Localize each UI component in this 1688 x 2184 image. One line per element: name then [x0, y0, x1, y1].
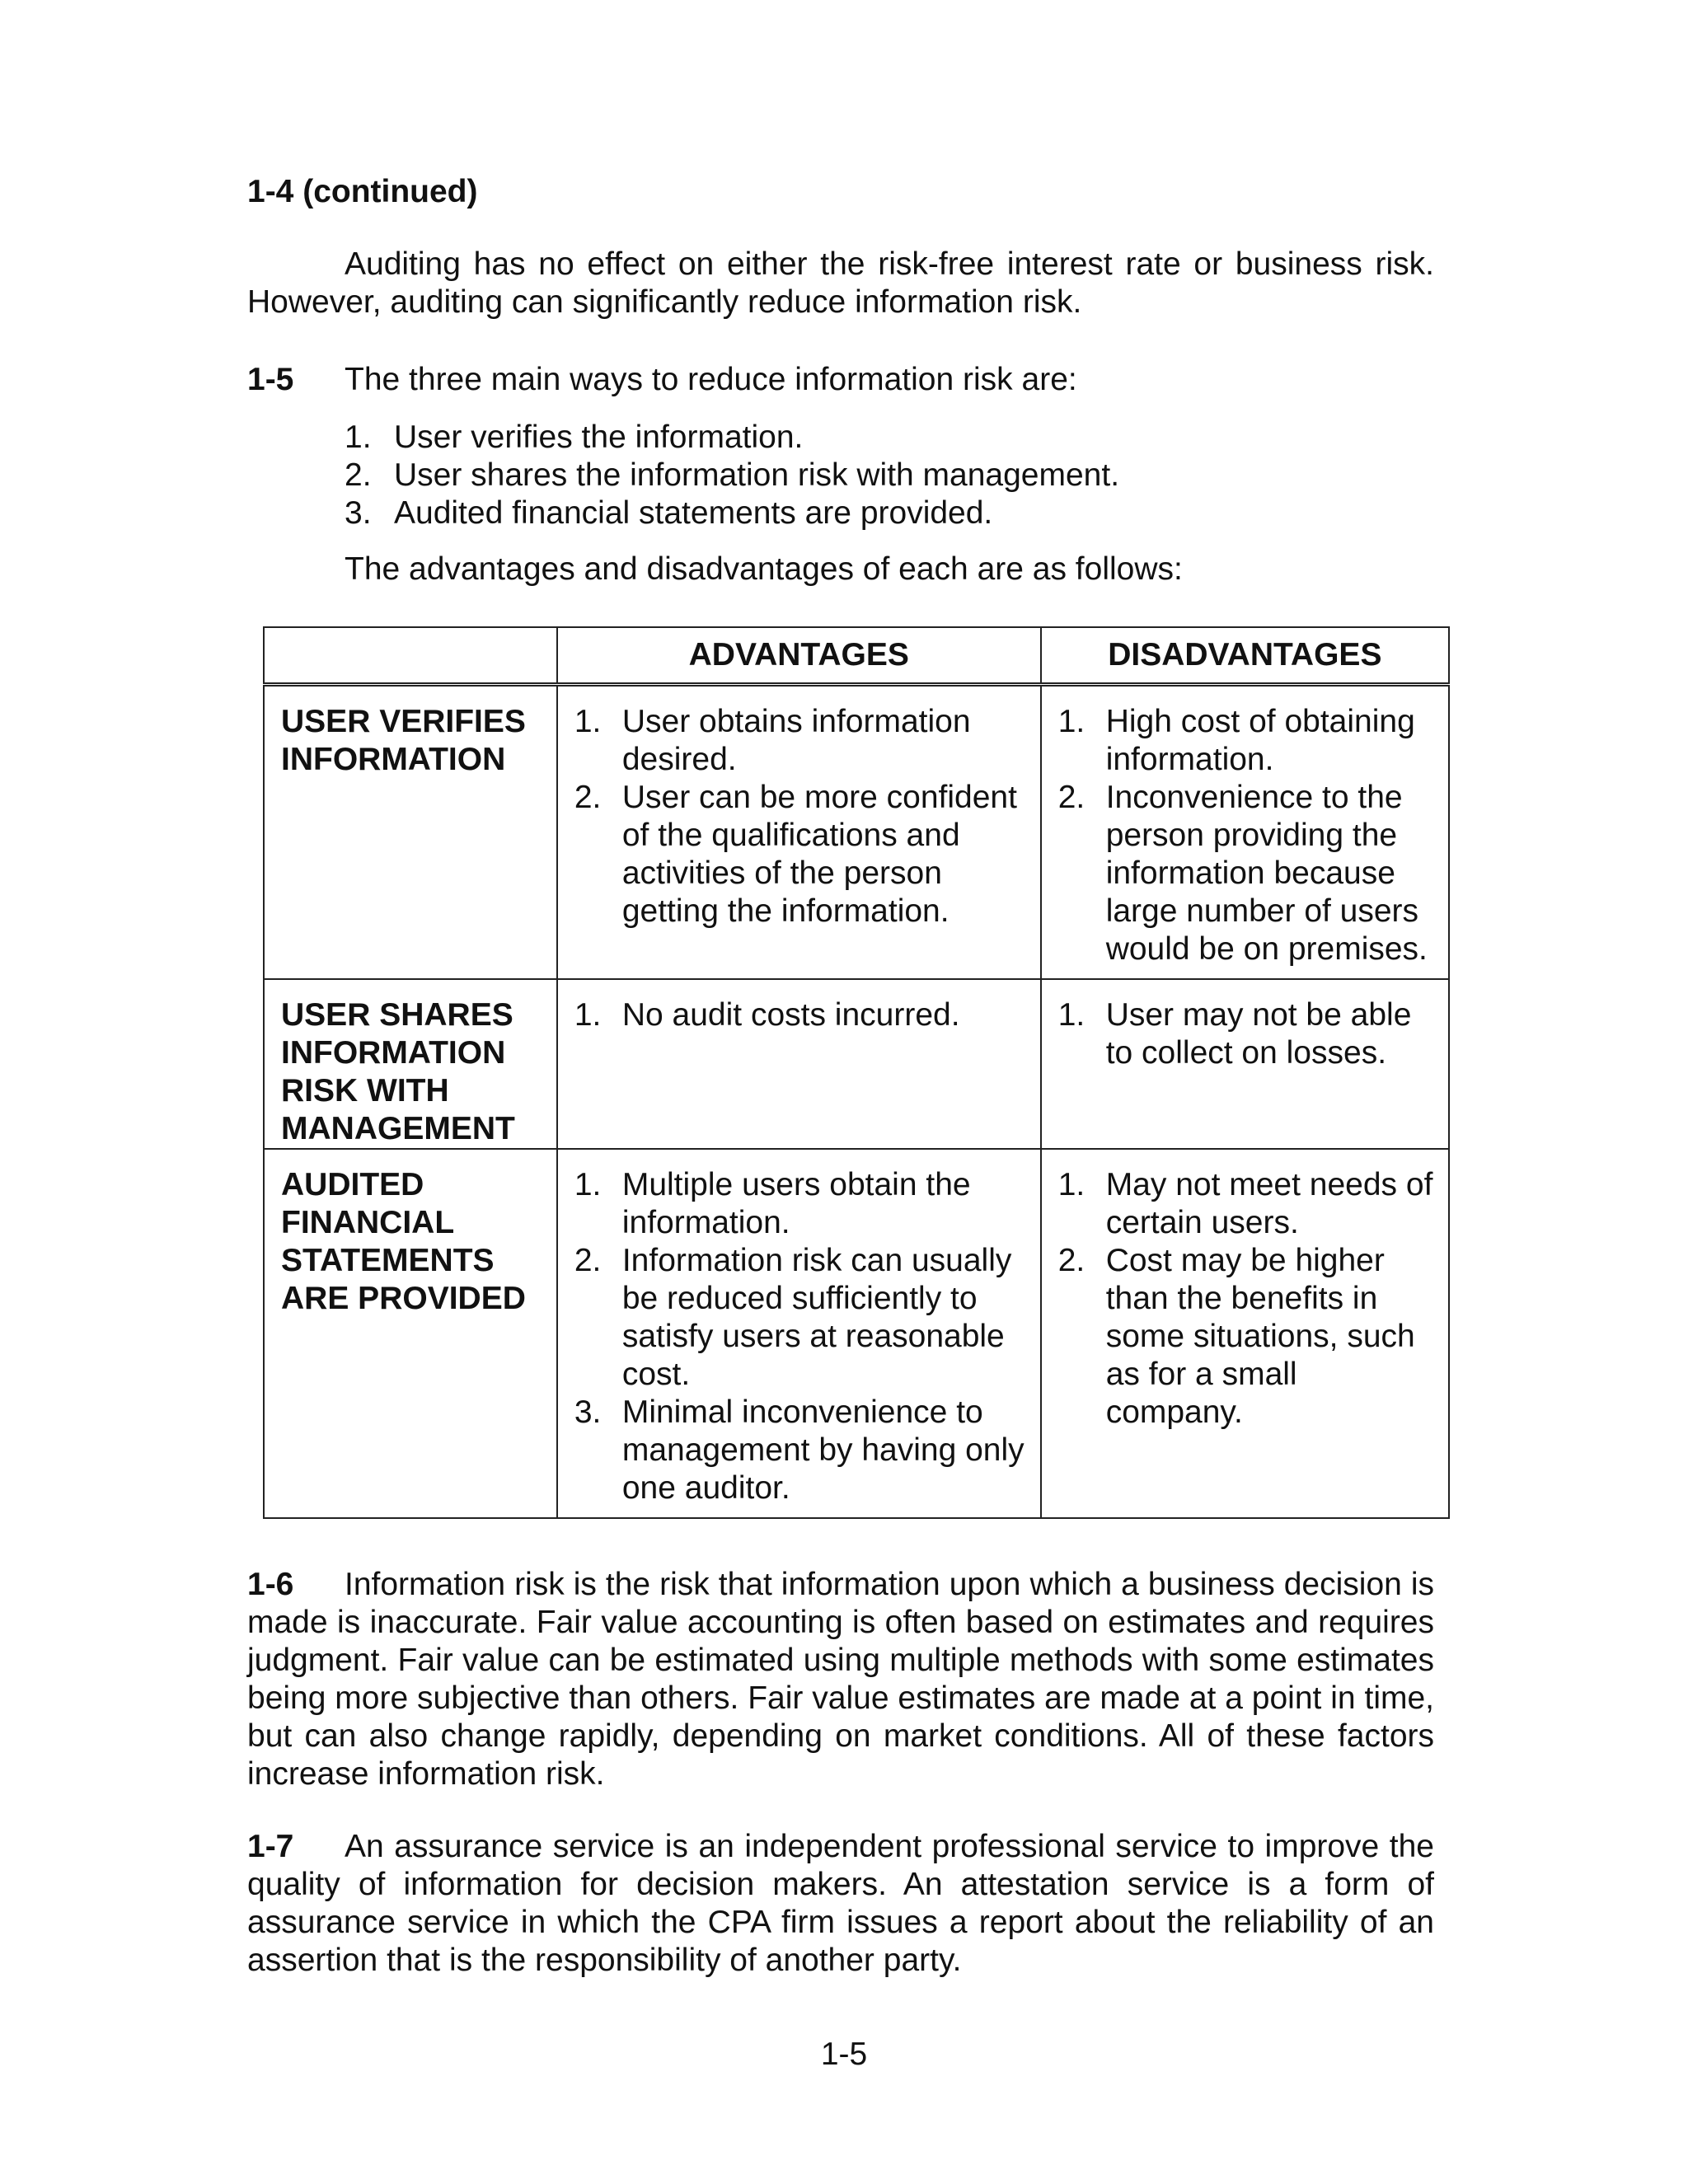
- list-item: [345, 494, 1119, 532]
- disadvantages-cell: [1041, 979, 1449, 1149]
- list-item: [574, 996, 1032, 1034]
- question-number: 1-5: [247, 362, 294, 397]
- list-item: [1058, 1166, 1440, 1242]
- item-text: Audited financial statements are provided.: [394, 495, 993, 531]
- paragraph-1-4: Auditing has no effect on either the risk-free interest rate or business risk. However, auditing can significantly reduce information risk.: [247, 246, 1434, 320]
- item-number: 2.: [574, 1243, 602, 1278]
- row-label-line: STATEMENTS: [281, 1243, 495, 1278]
- item-text: No audit costs incurred.: [621, 997, 960, 1033]
- item-text: User verifies the information.: [394, 419, 804, 455]
- paragraph-1-7: [247, 1828, 1434, 1980]
- item-number: 1.: [574, 1167, 602, 1202]
- item-number: 1.: [1057, 704, 1085, 739]
- item-number: 1.: [574, 704, 602, 739]
- item-number: 2.: [1057, 1243, 1085, 1278]
- question-text: An assurance service is an independent professional service to improve the quality of information for decision makers. An attestation service is a form of assurance service in which the CPA firm issues a report about the reliability of an assertion that is the responsibility of another party.: [247, 1829, 1434, 1978]
- item-number: 1.: [1057, 1167, 1085, 1202]
- item-text: High cost of obtaining information.: [1105, 704, 1415, 777]
- advantages-cell: [557, 979, 1041, 1149]
- item-text: User shares the information risk with management.: [394, 457, 1120, 493]
- header-advantages: ADVANTAGES: [557, 627, 1041, 685]
- ways-list: [345, 419, 1119, 532]
- advantages-table: [263, 626, 1450, 1519]
- item-number: 2.: [345, 457, 372, 493]
- list-item: [574, 703, 1032, 779]
- row-label-line: USER SHARES: [281, 997, 513, 1033]
- disadvantages-cell: [1041, 1149, 1449, 1518]
- item-text: Inconvenience to the person providing the information because large number of users would be on premises.: [1105, 780, 1428, 967]
- table-row: [264, 1149, 1449, 1518]
- item-number: 1.: [574, 997, 602, 1033]
- item-number: 2.: [574, 780, 602, 815]
- section-heading: 1-4 (continued): [247, 174, 478, 209]
- header-blank: [264, 627, 557, 685]
- list-item: [574, 779, 1032, 930]
- list-item: [574, 1394, 1032, 1507]
- row-label: [264, 979, 557, 1149]
- list-item: [1058, 703, 1440, 779]
- item-text: May not meet needs of certain users.: [1105, 1167, 1433, 1240]
- list-item: [1058, 1242, 1440, 1432]
- item-text: Minimal inconvenience to management by having only one auditor.: [621, 1394, 1025, 1506]
- item-text: Cost may be higher than the benefits in some situations, such as for a small company.: [1105, 1243, 1415, 1430]
- item-number: 1.: [345, 419, 372, 455]
- item-number: 3.: [345, 495, 372, 531]
- question-number: 1-6: [247, 1567, 294, 1602]
- paragraph-1-6: [247, 1566, 1434, 1793]
- header-disadvantages: DISADVANTAGES: [1041, 627, 1449, 685]
- question-number: 1-7: [247, 1829, 294, 1864]
- list-item: [345, 457, 1119, 494]
- row-label-line: USER VERIFIES: [281, 704, 526, 739]
- item-text: User can be more confident of the qualifications and activities of the person getting the information.: [621, 780, 1017, 929]
- item-text: Multiple users obtain the information.: [621, 1167, 971, 1240]
- row-label-line: MANAGEMENT: [281, 1111, 515, 1146]
- row-label-line: AUDITED: [281, 1167, 424, 1202]
- page-number: 1-5: [820, 2036, 868, 2072]
- row-label-line: INFORMATION: [281, 742, 506, 777]
- row-label-line: FINANCIAL: [281, 1205, 455, 1240]
- list-item: [1058, 996, 1440, 1072]
- row-label: [264, 1149, 557, 1518]
- table-row: [264, 979, 1449, 1149]
- item-number: 2.: [1057, 780, 1085, 815]
- list-item: [574, 1242, 1032, 1394]
- list-item: [1058, 779, 1440, 968]
- row-label-line: RISK WITH: [281, 1073, 449, 1108]
- item-text: Information risk can usually be reduced sufficiently to satisfy users at reasonable cost.: [621, 1243, 1012, 1392]
- advantages-cell: [557, 1149, 1041, 1518]
- question-1-5-intro: [247, 361, 1077, 399]
- table-header-row: [264, 627, 1449, 685]
- list-item: [345, 419, 1119, 457]
- disadvantages-cell: [1041, 685, 1449, 980]
- item-text: User obtains information desired.: [621, 704, 971, 777]
- question-text: The three main ways to reduce information risk are:: [345, 362, 1077, 397]
- list-item: [574, 1166, 1032, 1242]
- row-label-line: INFORMATION: [281, 1035, 506, 1071]
- table-intro: The advantages and disadvantages of each are as follows:: [345, 551, 1183, 587]
- row-label-line: ARE PROVIDED: [281, 1281, 526, 1316]
- advantages-cell: [557, 685, 1041, 980]
- row-label: [264, 685, 557, 980]
- question-text: Information risk is the risk that information upon which a business decision is made is inaccurate. Fair value accounting is often based on estimates and requires judgment. Fair value can be estimated using multiple methods with some estimates being more subjective than others. Fair value estimates are made at a point in time, but can also change rapidly, depending on market conditions. All of these factors increase information risk.: [247, 1567, 1434, 1792]
- item-number: 3.: [574, 1394, 602, 1430]
- item-number: 1.: [1057, 997, 1085, 1033]
- table-row: [264, 685, 1449, 980]
- item-text: User may not be able to collect on losses.: [1105, 997, 1412, 1071]
